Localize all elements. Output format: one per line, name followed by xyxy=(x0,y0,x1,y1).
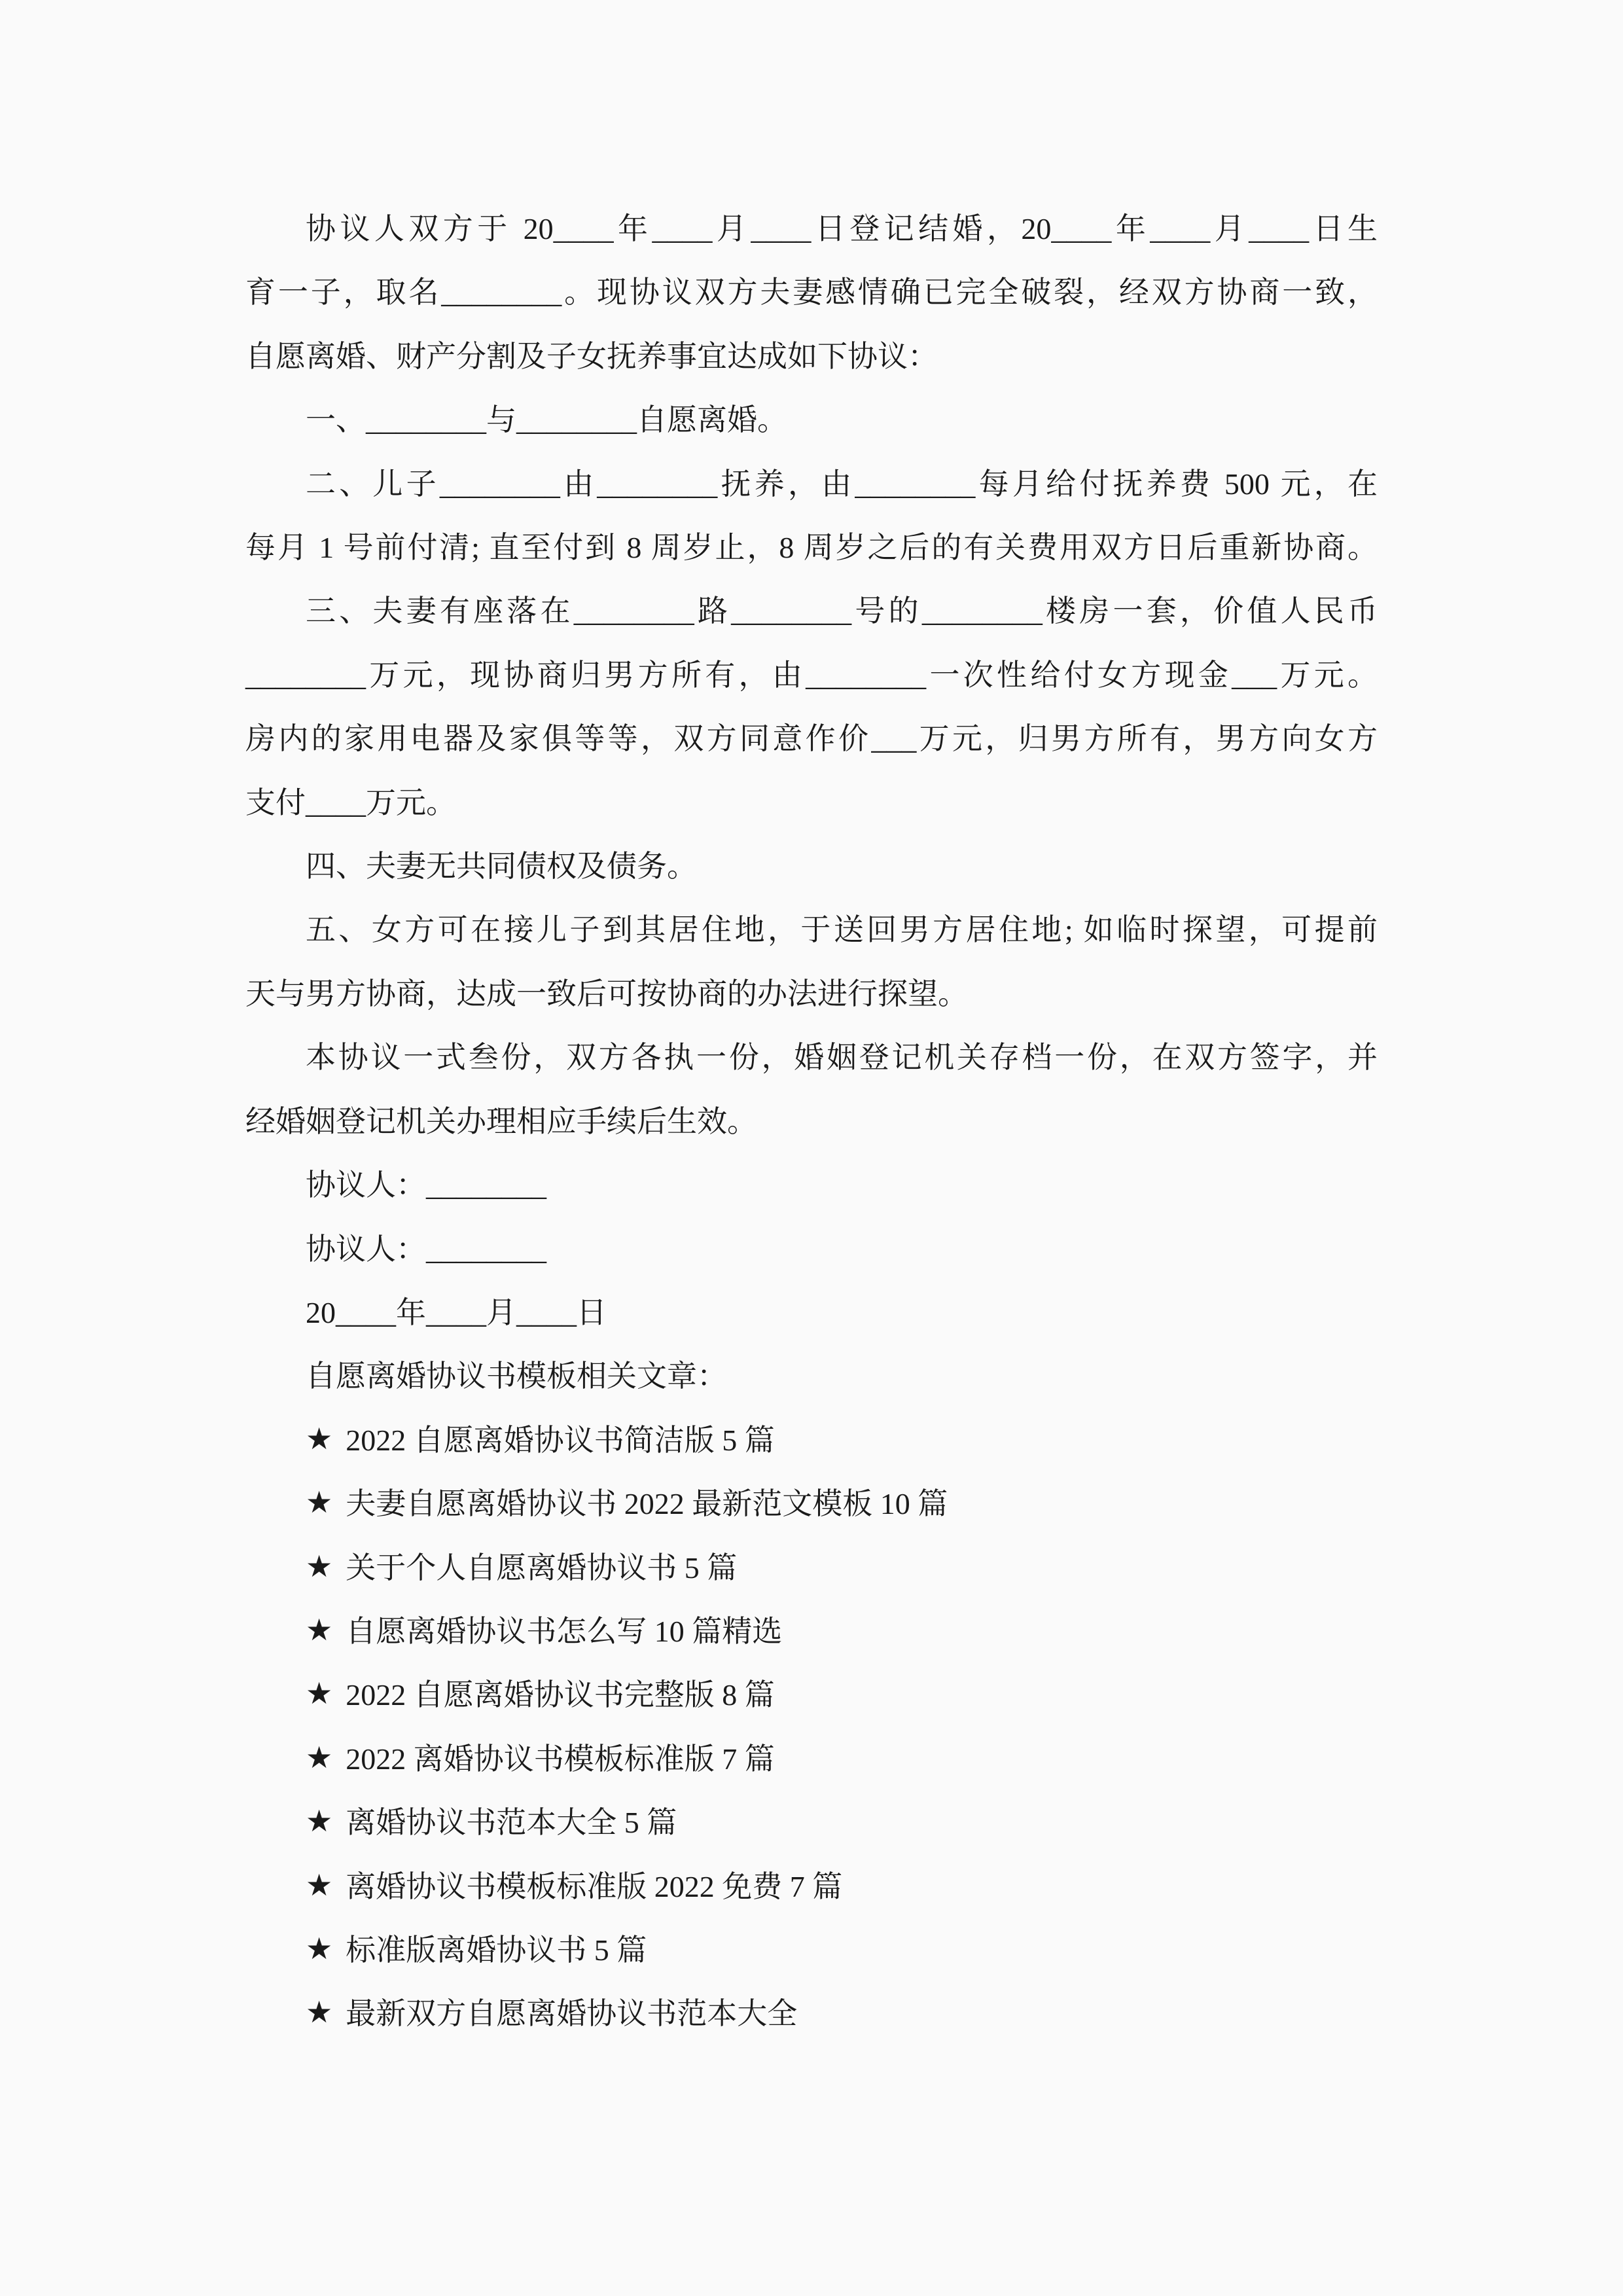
related-article-text: 2022 离婚协议书模板标准版 7 篇 xyxy=(346,1742,775,1776)
star-icon: ★ xyxy=(306,1486,333,1520)
related-article-text: 自愿离婚协议书怎么写 10 篇精选 xyxy=(346,1614,783,1648)
star-icon: ★ xyxy=(306,1868,333,1902)
related-article-text: 2022 自愿离婚协议书完整版 8 篇 xyxy=(346,1678,775,1712)
agreement-line: 四、夫妻无共同债权及债务。 xyxy=(306,850,697,884)
agreement-line: 房内的家用电器及家俱等等，双方同意作价___万元，归男方所有，男方向女方 xyxy=(245,722,1378,756)
agreement-line: 五、女方可在接儿子到其居住地，于送回男方居住地; 如临时探望，可提前 xyxy=(306,913,1378,947)
related-article-text: 2022 自愿离婚协议书简洁版 5 篇 xyxy=(346,1423,775,1457)
agreement-line: 本协议一式叁份，双方各执一份，婚姻登记机关存档一份，在双方签字，并 xyxy=(306,1041,1378,1075)
related-article-item xyxy=(245,1791,1378,1854)
related-article-item xyxy=(245,1727,1378,1791)
star-icon: ★ xyxy=(306,1804,333,1839)
star-icon: ★ xyxy=(306,1740,333,1774)
agreement-line: ________万元，现协商归男方所有，由________一次性给付女方现金___万元。 xyxy=(245,658,1378,692)
agreement-line: 20____年____月____日 xyxy=(306,1295,607,1329)
agreement-line: 天与男方协商，达成一致后可按协商的办法进行探望。 xyxy=(245,977,968,1011)
related-article-text: 标准版离婚协议书 5 篇 xyxy=(346,1933,647,1967)
agreement-line: 每月 1 号前付清; 直至付到 8 周岁止，8 周岁之后的有关费用双方日后重新协商。 xyxy=(245,531,1378,565)
agreement-lines xyxy=(245,197,1378,1344)
related-article-text: 离婚协议书范本大全 5 篇 xyxy=(346,1806,677,1840)
related-article-text: 夫妻自愿离婚协议书 2022 最新范文模板 10 篇 xyxy=(346,1487,948,1521)
agreement-line: 支付____万元。 xyxy=(245,785,456,819)
star-icon: ★ xyxy=(306,1996,333,2030)
related-articles-heading: 自愿离婚协议书模板相关文章： xyxy=(306,1359,727,1393)
agreement-line: 经婚姻登记机关办理相应手续后生效。 xyxy=(245,1104,757,1138)
agreement-line: 协议人：________ xyxy=(306,1168,546,1202)
related-article-text: 离婚协议书模板标准版 2022 免费 7 篇 xyxy=(346,1869,843,1903)
agreement-line: 协议人：________ xyxy=(306,1232,546,1266)
related-article-item xyxy=(245,1663,1378,1727)
agreement-line: 育一子，取名________。现协议双方夫妻感情确已完全破裂，经双方协商一致， xyxy=(245,276,1378,310)
star-icon: ★ xyxy=(306,1422,333,1456)
related-article-item xyxy=(245,1536,1378,1600)
related-article-item xyxy=(245,1600,1378,1663)
agreement-line: 三、夫妻有座落在________路________号的________楼房一套，价值人民币 xyxy=(306,594,1378,628)
related-article-text: 最新双方自愿离婚协议书范本大全 xyxy=(346,1997,798,2031)
related-article-item xyxy=(245,1408,1378,1472)
related-article-item xyxy=(245,1472,1378,1535)
star-icon: ★ xyxy=(306,1931,333,1965)
document-page xyxy=(245,197,1378,2046)
star-icon: ★ xyxy=(306,1549,333,1583)
related-article-item xyxy=(245,1855,1378,1918)
related-article-text: 关于个人自愿离婚协议书 5 篇 xyxy=(346,1551,738,1585)
agreement-line: 协议人双方于 20____年____月____日登记结婚，20____年____月____日生 xyxy=(306,212,1378,245)
agreement-line: 自愿离婚、财产分割及子女抚养事宜达成如下协议： xyxy=(245,339,938,373)
agreement-line: 一、________与________自愿离婚。 xyxy=(306,403,787,437)
agreement-line: 二、儿子________由________抚养，由________每月给付抚养费 500 元，在 xyxy=(306,467,1378,501)
star-icon: ★ xyxy=(306,1613,333,1647)
related-article-item xyxy=(245,1918,1378,1982)
related-articles-list xyxy=(245,1408,1378,2046)
star-icon: ★ xyxy=(306,1677,333,1711)
related-article-item xyxy=(245,1982,1378,2045)
